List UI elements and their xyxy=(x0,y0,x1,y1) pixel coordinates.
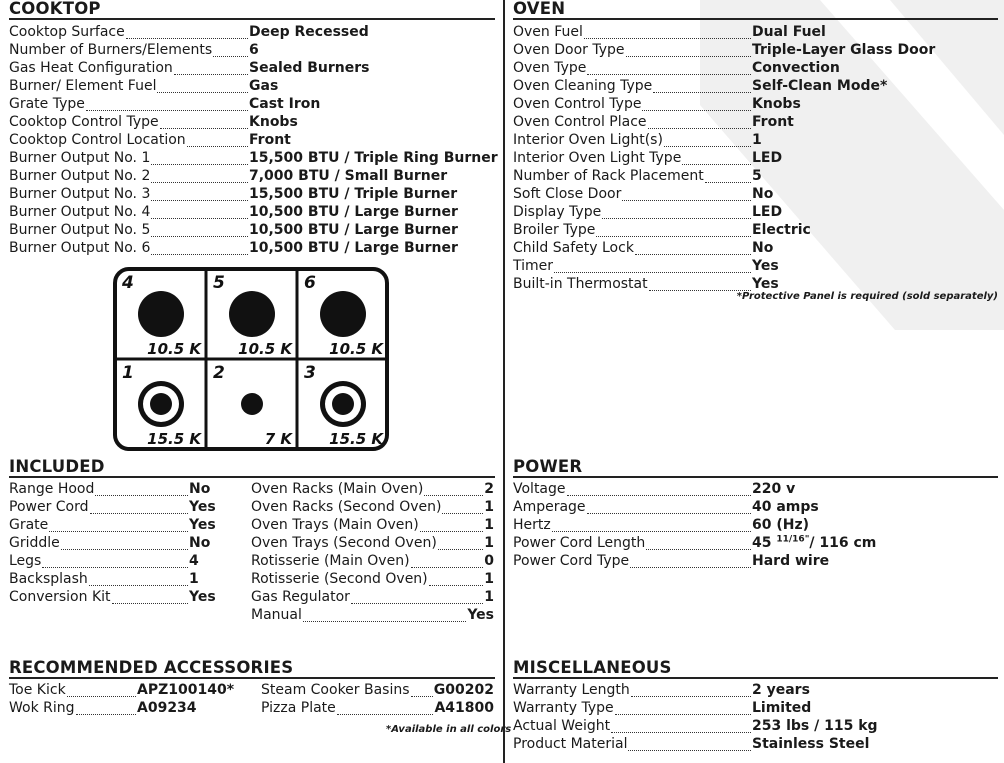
burner-rating: 10.5 K xyxy=(329,340,383,358)
included-spec-row xyxy=(9,516,214,534)
cooktop-spec-row xyxy=(9,149,498,167)
included-title: INCLUDED xyxy=(9,457,105,476)
included-spec-row xyxy=(9,570,214,588)
accessory-label: Steam Cooker Basins xyxy=(261,682,410,698)
included-spec-leader xyxy=(429,570,483,586)
included-spec-label: Conversion Kit xyxy=(9,589,111,605)
oven-spec-leader xyxy=(635,239,751,255)
power-spec-value xyxy=(752,534,876,552)
oven-spec-label: Oven Type xyxy=(513,60,587,76)
cooktop-spec-row xyxy=(9,95,495,113)
oven-spec-label: Broiler Type xyxy=(513,222,596,238)
included-spec-value: 1 xyxy=(484,571,494,587)
oven-spec-value: Knobs xyxy=(752,96,801,112)
accessory-leader xyxy=(67,681,136,697)
misc-spec-row xyxy=(513,699,998,717)
power-spec-row xyxy=(513,552,998,570)
cooktop-spec-label: Burner Output No. 3 xyxy=(9,186,151,202)
oven-spec-row xyxy=(513,167,998,185)
included-spec-leader xyxy=(424,480,483,496)
misc-section xyxy=(513,659,998,679)
oven-spec-row xyxy=(513,239,998,257)
cooktop-spec-label: Burner Output No. 4 xyxy=(9,204,151,220)
cooktop-spec-row xyxy=(9,221,495,239)
included-spec-value: Yes xyxy=(189,589,216,605)
misc-spec-leader xyxy=(628,735,751,751)
included-spec-row xyxy=(251,516,494,534)
included-spec-value: Yes xyxy=(467,607,494,623)
misc-spec-label: Warranty Type xyxy=(513,700,614,716)
cooktop-spec-row xyxy=(9,239,495,257)
power-spec-label: Voltage xyxy=(513,481,566,497)
cooktop-spec-value: Gas xyxy=(249,78,279,94)
oven-spec-value: LED xyxy=(752,204,783,220)
included-spec-leader xyxy=(303,606,466,622)
included-spec-label: Oven Racks (Second Oven) xyxy=(251,499,442,515)
misc-spec-leader xyxy=(631,681,751,697)
accessory-row xyxy=(9,699,249,717)
included-spec-value: 0 xyxy=(484,553,494,569)
misc-spec-leader xyxy=(615,699,751,715)
large-burner-icon xyxy=(138,291,184,337)
oven-spec-row xyxy=(513,113,998,131)
small-burner-icon xyxy=(241,393,263,415)
included-spec-row xyxy=(251,552,494,570)
included-spec-label: Rotisserie (Second Oven) xyxy=(251,571,428,587)
oven-spec-label: Oven Control Place xyxy=(513,114,647,130)
accessory-value: G00202 xyxy=(433,682,494,698)
cooktop-section xyxy=(9,0,495,20)
oven-spec-value: No xyxy=(752,186,774,202)
cooktop-spec-label: Cooktop Control Type xyxy=(9,114,159,130)
included-spec-row xyxy=(251,480,494,498)
included-spec-leader xyxy=(411,552,483,568)
accessory-label: Pizza Plate xyxy=(261,700,336,716)
burner-number: 2 xyxy=(213,363,225,383)
cooktop-spec-value: 15,500 BTU / Triple Ring Burner xyxy=(249,150,498,166)
misc-spec-leader xyxy=(611,717,751,733)
burner-number: 5 xyxy=(213,273,225,293)
cooktop-spec-leader xyxy=(126,23,248,39)
cooktop-spec-leader xyxy=(151,221,248,237)
power-spec-leader xyxy=(646,534,751,550)
burner-rating: 10.5 K xyxy=(147,340,201,358)
oven-spec-value: Front xyxy=(752,114,794,130)
accessory-leader xyxy=(337,699,433,715)
included-spec-leader xyxy=(438,534,483,550)
oven-spec-leader xyxy=(682,149,751,165)
included-spec-label: Grate xyxy=(9,517,49,533)
oven-spec-label: Built-in Thermostat xyxy=(513,276,648,292)
power-spec-row xyxy=(513,498,998,516)
cooktop-spec-label: Gas Heat Configuration xyxy=(9,60,173,76)
oven-spec-leader xyxy=(596,221,751,237)
oven-spec-leader xyxy=(587,59,751,75)
included-spec-row xyxy=(9,552,214,570)
oven-spec-row xyxy=(513,77,998,95)
oven-spec-value: Convection xyxy=(752,60,840,76)
power-spec-label: Amperage xyxy=(513,499,586,515)
large-burner-icon xyxy=(229,291,275,337)
ring-burner-core xyxy=(150,393,172,415)
included-spec-value: Yes xyxy=(189,499,216,515)
cooktop-spec-row xyxy=(9,77,495,95)
oven-spec-label: Interior Oven Light Type xyxy=(513,150,682,166)
power-rule xyxy=(513,476,998,478)
included-spec-label: Oven Racks (Main Oven) xyxy=(251,481,424,497)
column-divider xyxy=(503,0,505,763)
accessory-row xyxy=(261,681,494,699)
oven-spec-label: Soft Close Door xyxy=(513,186,622,202)
included-spec-row xyxy=(251,534,494,552)
included-spec-row xyxy=(251,498,494,516)
accessory-leader xyxy=(76,699,136,715)
power-spec-value: Hard wire xyxy=(752,553,830,569)
oven-spec-row xyxy=(513,59,998,77)
oven-spec-value: Yes xyxy=(752,258,779,274)
cooktop-spec-label: Cooktop Control Location xyxy=(9,132,186,148)
included-spec-label: Oven Trays (Main Oven) xyxy=(251,517,419,533)
power-spec-label: Power Cord Type xyxy=(513,553,630,569)
cooktop-spec-leader xyxy=(213,41,248,57)
oven-spec-leader xyxy=(584,23,751,39)
included-spec-leader xyxy=(90,498,188,514)
included-spec-row xyxy=(251,588,494,606)
burner-layout-diagram xyxy=(112,266,390,452)
power-spec-row xyxy=(513,516,998,534)
accessories-rule xyxy=(9,677,495,679)
included-spec-row xyxy=(251,606,494,624)
large-burner-icon xyxy=(320,291,366,337)
cooktop-spec-label: Number of Burners/Elements xyxy=(9,42,213,58)
oven-spec-value: LED xyxy=(752,150,783,166)
power-spec-value-main: 45 xyxy=(752,535,772,551)
power-spec-row xyxy=(513,480,998,498)
cooktop-spec-value: Knobs xyxy=(249,114,298,130)
oven-spec-row xyxy=(513,257,998,275)
power-spec-value: 60 (Hz) xyxy=(752,517,810,533)
oven-spec-leader xyxy=(648,113,751,129)
oven-spec-leader xyxy=(554,257,751,273)
oven-rule xyxy=(513,18,998,20)
cooktop-spec-row xyxy=(9,113,495,131)
oven-spec-leader xyxy=(705,167,751,183)
cooktop-spec-leader xyxy=(151,149,248,165)
included-spec-row xyxy=(251,570,494,588)
burner-number: 1 xyxy=(122,363,134,383)
burner-rating: 7 K xyxy=(264,430,292,448)
cooktop-spec-row xyxy=(9,41,495,59)
cooktop-spec-value: 6 xyxy=(249,42,259,58)
power-spec-leader xyxy=(630,552,751,568)
oven-spec-row xyxy=(513,95,998,113)
cooktop-spec-label: Burner Output No. 5 xyxy=(9,222,151,238)
included-spec-leader xyxy=(89,570,188,586)
misc-spec-row xyxy=(513,681,998,699)
cooktop-spec-leader xyxy=(174,59,248,75)
burner-rating: 15.5 K xyxy=(147,430,201,448)
included-spec-row xyxy=(9,480,214,498)
cooktop-spec-label: Burner Output No. 2 xyxy=(9,168,151,184)
included-spec-row xyxy=(9,534,214,552)
accessory-value: APZ100140* xyxy=(137,682,235,698)
included-spec-value: 1 xyxy=(484,517,494,533)
power-section xyxy=(513,458,998,478)
included-section xyxy=(9,458,495,478)
oven-spec-value: No xyxy=(752,240,774,256)
included-spec-label: Griddle xyxy=(9,535,60,551)
cooktop-spec-value: 10,500 BTU / Large Burner xyxy=(249,204,458,220)
accessories-title: RECOMMENDED ACCESSORIES xyxy=(9,658,294,677)
cooktop-spec-value: 10,500 BTU / Large Burner xyxy=(249,240,458,256)
burner-number: 6 xyxy=(304,273,316,293)
accessory-value: A41800 xyxy=(434,700,494,716)
oven-spec-label: Oven Door Type xyxy=(513,42,625,58)
ring-burner-core xyxy=(332,393,354,415)
oven-spec-value: 1 xyxy=(752,132,762,148)
power-spec-leader xyxy=(552,516,751,532)
cooktop-spec-value: Sealed Burners xyxy=(249,60,370,76)
oven-spec-leader xyxy=(653,77,751,93)
cooktop-spec-leader xyxy=(86,95,248,111)
cooktop-spec-label: Cooktop Surface xyxy=(9,24,125,40)
burner-rating: 10.5 K xyxy=(238,340,292,358)
oven-spec-row xyxy=(513,41,998,59)
included-spec-leader xyxy=(442,498,483,514)
misc-spec-label: Product Material xyxy=(513,736,628,752)
accessories-footnote: *Available in all colors xyxy=(386,724,512,735)
oven-spec-value: Yes xyxy=(752,276,779,292)
accessory-label: Toe Kick xyxy=(9,682,66,698)
included-spec-value: 2 xyxy=(484,481,494,497)
oven-spec-leader xyxy=(664,131,751,147)
included-spec-leader xyxy=(61,534,188,550)
oven-spec-label: Oven Cleaning Type xyxy=(513,78,653,94)
oven-spec-row xyxy=(513,203,998,221)
oven-spec-leader xyxy=(626,41,751,57)
oven-spec-leader xyxy=(622,185,751,201)
power-spec-label: Hertz xyxy=(513,517,551,533)
power-spec-value-metric: / 116 cm xyxy=(809,535,877,551)
misc-title: MISCELLANEOUS xyxy=(513,658,672,677)
power-title: POWER xyxy=(513,457,583,476)
oven-spec-label: Timer xyxy=(513,258,554,274)
included-spec-label: Rotisserie (Main Oven) xyxy=(251,553,410,569)
cooktop-spec-row xyxy=(9,59,495,77)
cooktop-title: COOKTOP xyxy=(9,0,101,18)
cooktop-spec-row xyxy=(9,131,495,149)
misc-spec-label: Actual Weight xyxy=(513,718,611,734)
accessories-section xyxy=(9,659,495,679)
cooktop-spec-row xyxy=(9,185,495,203)
accessory-leader xyxy=(411,681,433,697)
cooktop-spec-leader xyxy=(151,185,248,201)
power-spec-value: 40 amps xyxy=(752,499,819,515)
cooktop-spec-value: Cast Iron xyxy=(249,96,321,112)
power-spec-label: Power Cord Length xyxy=(513,535,646,551)
oven-title: OVEN xyxy=(513,0,566,18)
oven-spec-row xyxy=(513,23,998,41)
included-spec-label: Backsplash xyxy=(9,571,88,587)
cooktop-spec-row xyxy=(9,23,495,41)
included-spec-leader xyxy=(112,588,188,604)
power-spec-row xyxy=(513,534,998,552)
included-spec-leader xyxy=(42,552,188,568)
power-spec-leader xyxy=(567,480,751,496)
cooktop-spec-label: Burner Output No. 6 xyxy=(9,240,151,256)
accessory-row xyxy=(9,681,249,699)
accessory-label: Wok Ring xyxy=(9,700,75,716)
included-spec-leader xyxy=(49,516,188,532)
included-spec-value: 1 xyxy=(189,571,199,587)
misc-spec-value: 2 years xyxy=(752,682,810,698)
cooktop-spec-value: 10,500 BTU / Large Burner xyxy=(249,222,458,238)
oven-section xyxy=(513,0,998,20)
power-spec-value: 220 v xyxy=(752,481,796,497)
burner-number: 3 xyxy=(304,363,316,383)
oven-spec-label: Display Type xyxy=(513,204,602,220)
oven-spec-label: Interior Oven Light(s) xyxy=(513,132,663,148)
misc-spec-value: Limited xyxy=(752,700,812,716)
included-spec-label: Power Cord xyxy=(9,499,89,515)
oven-spec-leader xyxy=(649,275,751,291)
included-spec-row xyxy=(9,588,214,606)
included-spec-value: No xyxy=(189,535,211,551)
oven-spec-value: Electric xyxy=(752,222,811,238)
included-spec-value: Yes xyxy=(189,517,216,533)
burner-rating: 15.5 K xyxy=(329,430,383,448)
power-spec-value-fraction: 11/16" xyxy=(776,534,810,545)
included-spec-row xyxy=(9,498,214,516)
cooktop-spec-label: Grate Type xyxy=(9,96,85,112)
included-spec-value: No xyxy=(189,481,211,497)
oven-spec-leader xyxy=(642,95,751,111)
included-spec-label: Manual xyxy=(251,607,302,623)
oven-spec-value: 5 xyxy=(752,168,762,184)
cooktop-spec-value: 7,000 BTU / Small Burner xyxy=(249,168,448,184)
included-spec-label: Range Hood xyxy=(9,481,95,497)
included-rule xyxy=(9,476,495,478)
included-spec-label: Legs xyxy=(9,553,42,569)
included-spec-leader xyxy=(351,588,483,604)
oven-spec-value: Dual Fuel xyxy=(752,24,826,40)
oven-spec-row xyxy=(513,221,998,239)
power-spec-leader xyxy=(587,498,751,514)
misc-spec-row xyxy=(513,735,998,753)
included-spec-leader xyxy=(95,480,188,496)
misc-spec-value: Stainless Steel xyxy=(752,736,870,752)
included-spec-label: Gas Regulator xyxy=(251,589,350,605)
included-spec-value: 1 xyxy=(484,499,494,515)
cooktop-spec-leader xyxy=(160,113,248,129)
burner-number: 4 xyxy=(122,273,134,293)
cooktop-spec-value: Deep Recessed xyxy=(249,24,369,40)
oven-spec-value: Self-Clean Mode* xyxy=(752,78,888,94)
included-spec-value: 1 xyxy=(484,535,494,551)
cooktop-spec-label: Burner/ Element Fuel xyxy=(9,78,157,94)
oven-spec-label: Child Safety Lock xyxy=(513,240,634,256)
cooktop-spec-label: Burner Output No. 1 xyxy=(9,150,151,166)
oven-spec-label: Number of Rack Placement xyxy=(513,168,704,184)
included-spec-leader xyxy=(420,516,483,532)
cooktop-spec-leader xyxy=(187,131,248,147)
included-spec-value: 1 xyxy=(484,589,494,605)
misc-spec-row xyxy=(513,717,998,735)
cooktop-spec-value: Front xyxy=(249,132,291,148)
cooktop-spec-leader xyxy=(151,167,248,183)
cooktop-spec-leader xyxy=(151,203,248,219)
cooktop-spec-leader xyxy=(151,239,248,255)
misc-spec-label: Warranty Length xyxy=(513,682,630,698)
oven-spec-row xyxy=(513,185,998,203)
oven-spec-label: Oven Control Type xyxy=(513,96,642,112)
oven-spec-row xyxy=(513,149,998,167)
cooktop-spec-leader xyxy=(157,77,248,93)
cooktop-rule xyxy=(9,18,495,20)
included-spec-label: Oven Trays (Second Oven) xyxy=(251,535,437,551)
oven-footnote: *Protective Panel is required (sold separately) xyxy=(736,291,998,302)
oven-spec-leader xyxy=(602,203,751,219)
accessory-value: A09234 xyxy=(137,700,197,716)
oven-spec-value: Triple-Layer Glass Door xyxy=(752,42,936,58)
accessory-row xyxy=(261,699,494,717)
cooktop-spec-row xyxy=(9,167,495,185)
included-spec-value: 4 xyxy=(189,553,199,569)
misc-rule xyxy=(513,677,998,679)
oven-spec-row xyxy=(513,131,998,149)
oven-spec-label: Oven Fuel xyxy=(513,24,583,40)
misc-spec-value: 253 lbs / 115 kg xyxy=(752,718,878,734)
cooktop-spec-value: 15,500 BTU / Triple Burner xyxy=(249,186,458,202)
cooktop-spec-row xyxy=(9,203,495,221)
